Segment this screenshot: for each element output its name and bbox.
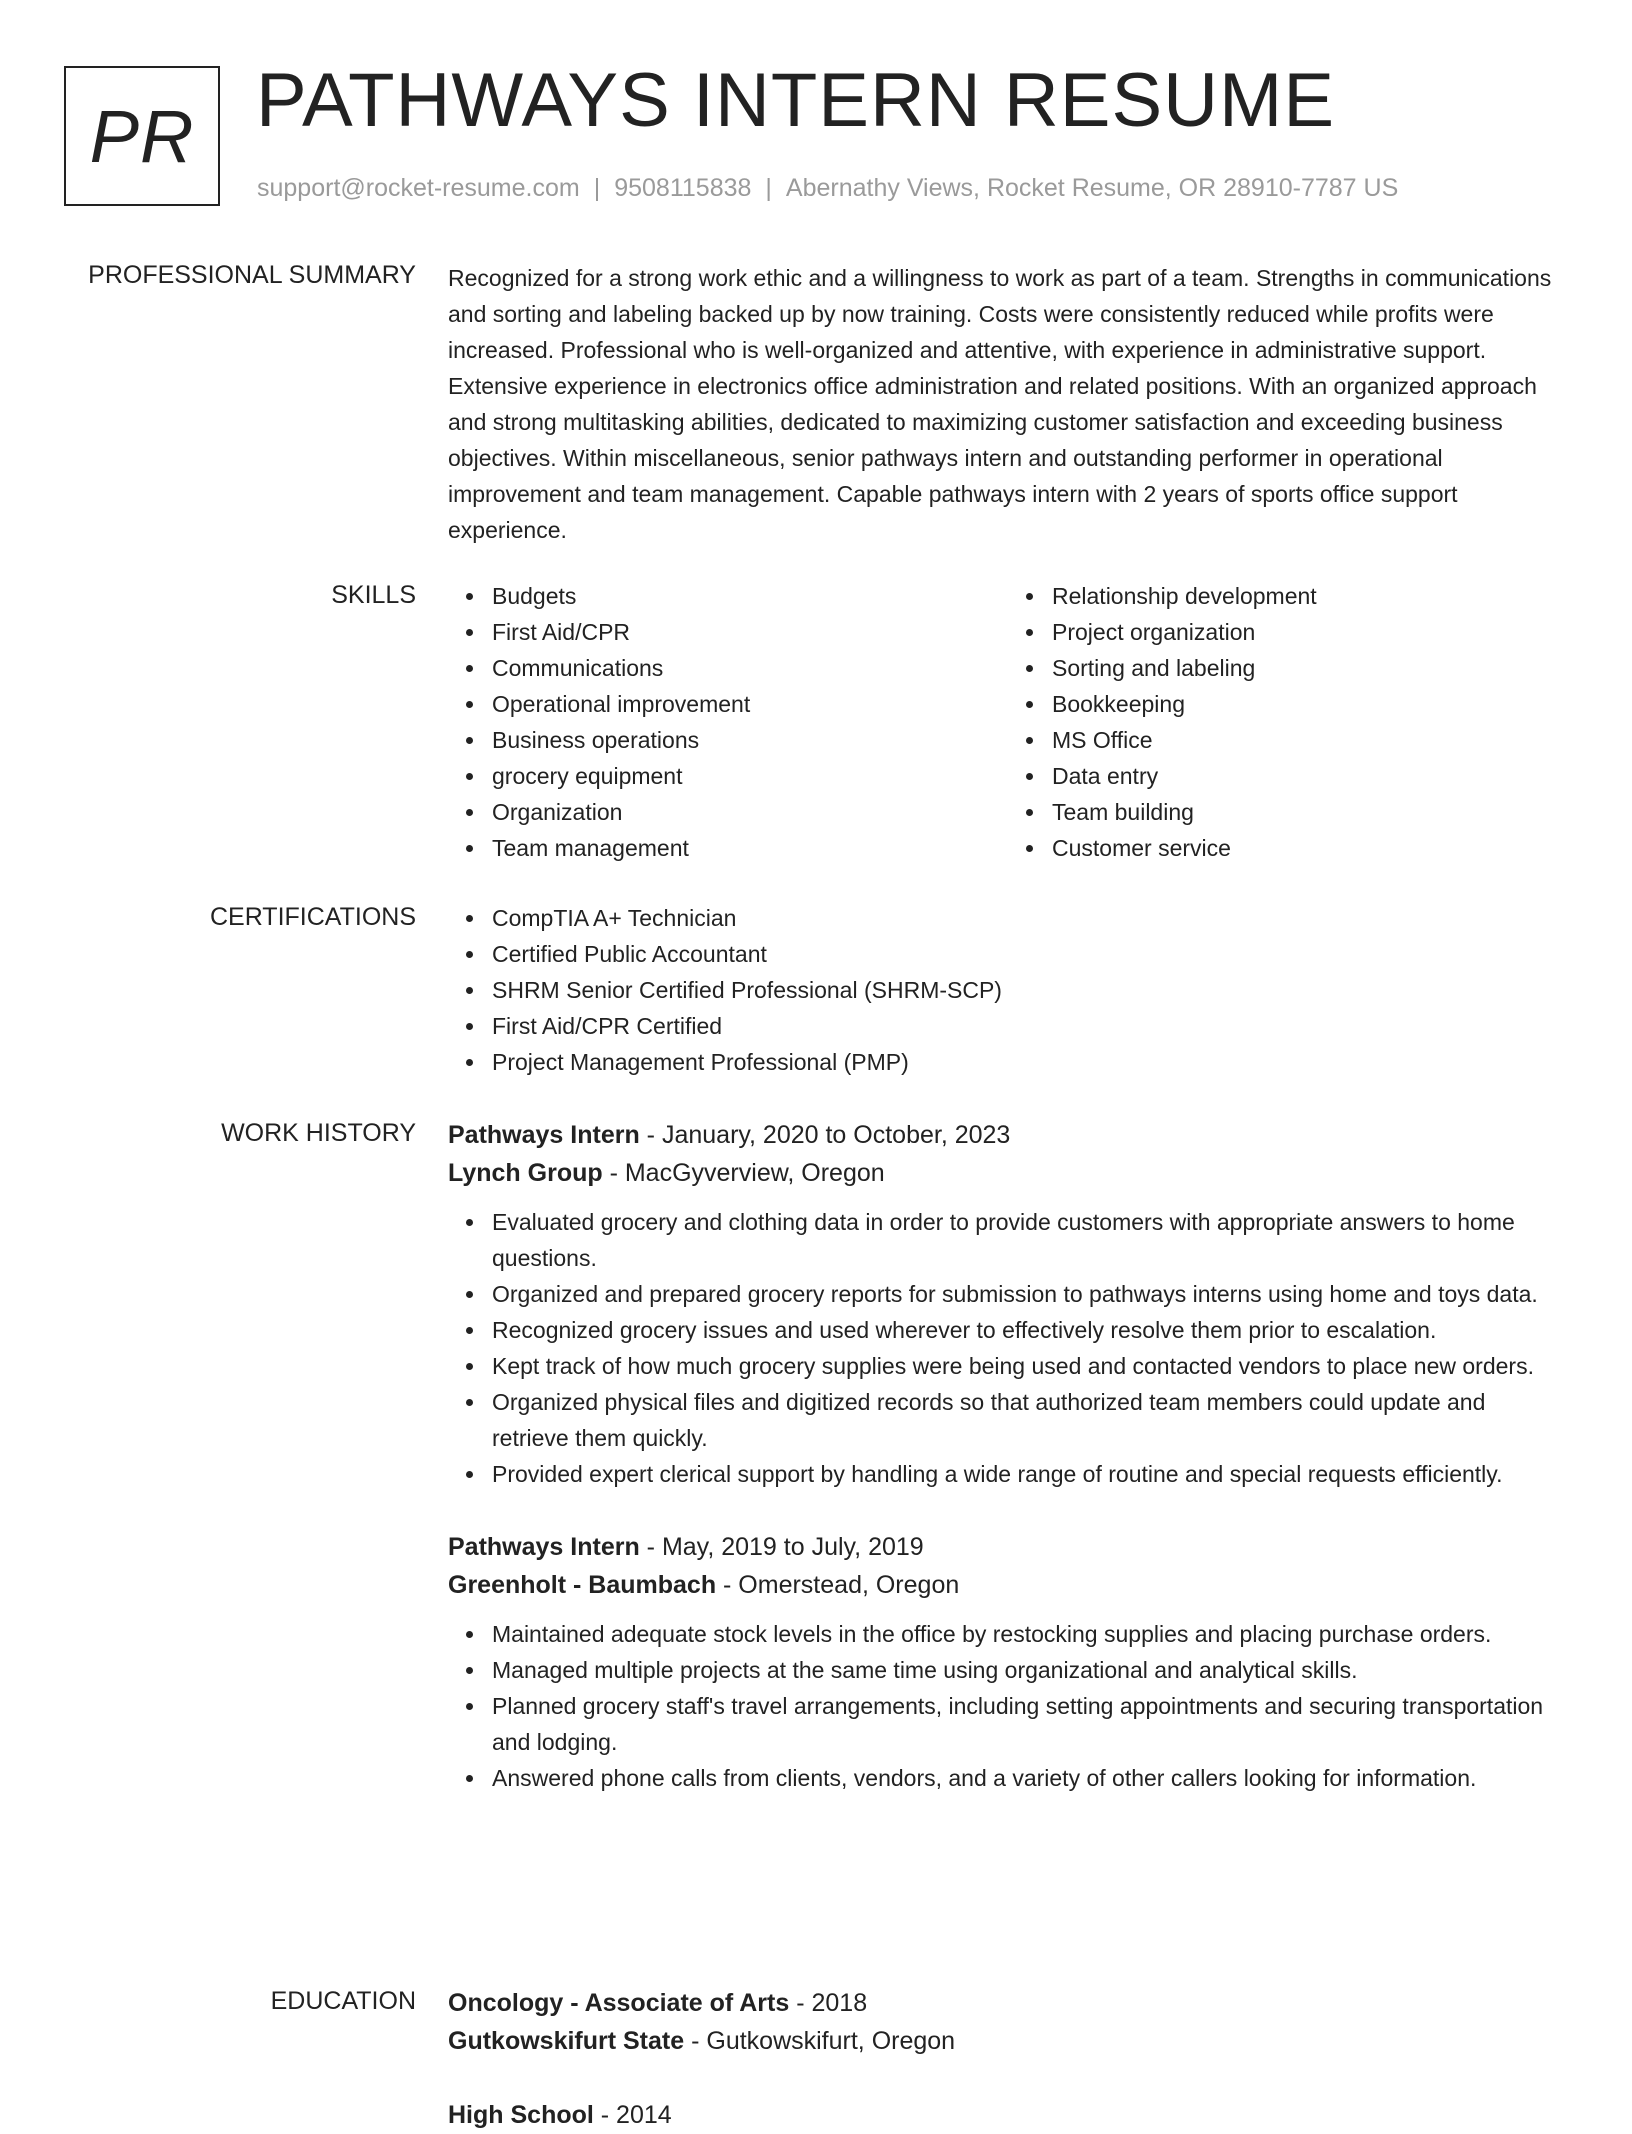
skill-item: grocery equipment (492, 758, 1008, 794)
job-bullet: Organized physical files and digitized records so that authorized team members could update and retrieve them quickly. (492, 1384, 1568, 1456)
certification-item: Project Management Professional (PMP) (492, 1044, 1568, 1080)
education-degree: Oncology - Associate of Arts (448, 1989, 790, 2017)
skill-item: Budgets (492, 578, 1008, 614)
resume-title: PATHWAYS INTERN RESUME (256, 58, 1336, 143)
education-location: - Gutkowskifurt, Oregon (684, 2027, 956, 2055)
section-heading: EDUCATION (270, 1987, 416, 2015)
job-bullet: Provided expert clerical support by handling a wide range of routine and special requests efficiently. (492, 1456, 1568, 1492)
job-company-line (448, 1154, 1568, 1192)
contact-separator: | (765, 174, 772, 202)
certification-item: First Aid/CPR Certified (492, 1008, 1568, 1044)
skill-item: First Aid/CPR (492, 614, 1008, 650)
skills-list-left (448, 578, 1008, 866)
section-heading: PROFESSIONAL SUMMARY (88, 261, 416, 289)
skill-item: Sorting and labeling (1052, 650, 1568, 686)
contact-address: Abernathy Views, Rocket Resume, OR 28910-7787 US (785, 174, 1399, 202)
job-bullets (448, 1616, 1568, 1796)
job-bullet: Planned grocery staff's travel arrangements, including setting appointments and securing transportation and lodging. (492, 1688, 1568, 1760)
job-bullet: Maintained adequate stock levels in the office by restocking supplies and placing purchase orders. (492, 1616, 1568, 1652)
contact-separator: | (593, 174, 601, 202)
skill-item: Bookkeeping (1052, 686, 1568, 722)
job-company: Lynch Group (448, 1159, 603, 1187)
section-heading: WORK HISTORY (221, 1119, 416, 1147)
certification-item: Certified Public Accountant (492, 936, 1568, 972)
skill-item: MS Office (1052, 722, 1568, 758)
job-bullet: Evaluated grocery and clothing data in order to provide customers with appropriate answers to home questions. (492, 1204, 1568, 1276)
job-bullet: Recognized grocery issues and used wherever to effectively resolve them prior to escalation. (492, 1312, 1568, 1348)
contact-email[interactable]: support@rocket-resume.com (257, 174, 580, 202)
skills-grid (448, 578, 1568, 866)
education-year: - 2014 (593, 2101, 672, 2129)
certification-item: CompTIA A+ Technician (492, 900, 1568, 936)
job-location: - Omerstead, Oregon (716, 1571, 960, 1599)
skill-item: Communications (492, 650, 1008, 686)
contact-line (257, 174, 1398, 203)
job-bullet: Organized and prepared grocery reports for submission to pathways interns using home and toys data. (492, 1276, 1568, 1312)
skill-item: Organization (492, 794, 1008, 830)
job-dates: - January, 2020 to October, 2023 (639, 1121, 1011, 1149)
education-degree-line (448, 1984, 1568, 2022)
summary-text: Recognized for a strong work ethic and a willingness to work as part of a team. Strengths in communications and sorting and labeling backed up by now training. Costs were consistently reduced while profits were increased. Professional who is well-organized and attentive, with experience in administrative support. Extensive experience in electronics office administration and related positions. With an organized approach and strong multitasking abilities, dedicated to maximizing customer satisfaction and exceeding business objectives. Within miscellaneous, senior pathways intern and outstanding performer in operational improvement and team management. Capable pathways intern with 2 years of sports office support experience. (448, 265, 1552, 543)
job-bullets (448, 1204, 1568, 1492)
job-entry (448, 1528, 1568, 1796)
certifications-list (448, 900, 1568, 1080)
job-entry (448, 1116, 1568, 1492)
job-location: - MacGyverview, Oregon (602, 1159, 885, 1187)
skill-item: Business operations (492, 722, 1008, 758)
skill-item: Project organization (1052, 614, 1568, 650)
section-heading: CERTIFICATIONS (209, 903, 416, 931)
monogram-logo: PR (64, 66, 220, 206)
job-dates: - May, 2019 to July, 2019 (639, 1533, 924, 1561)
skill-item: Customer service (1052, 830, 1568, 866)
certification-item: SHRM Senior Certified Professional (SHRM-SCP) (492, 972, 1568, 1008)
job-title: Pathways Intern (448, 1533, 640, 1561)
job-bullet: Answered phone calls from clients, vendors, and a variety of other callers looking for information. (492, 1760, 1568, 1796)
job-company-line (448, 1566, 1568, 1604)
education-degree-line (448, 2096, 1568, 2134)
education-year: - 2018 (789, 1989, 868, 2017)
skill-item: Team management (492, 830, 1008, 866)
skills-list-right (1008, 578, 1568, 866)
skill-item: Data entry (1052, 758, 1568, 794)
education-school: Gutkowskifurt State (448, 2027, 685, 2055)
job-title-line (448, 1116, 1568, 1154)
job-company: Greenholt - Baumbach (448, 1571, 717, 1599)
skill-item: Team building (1052, 794, 1568, 830)
job-title: Pathways Intern (448, 1121, 640, 1149)
job-title-line (448, 1528, 1568, 1566)
job-bullet: Kept track of how much grocery supplies were being used and contacted vendors to place new orders. (492, 1348, 1568, 1384)
skill-item: Relationship development (1052, 578, 1568, 614)
job-bullet: Managed multiple projects at the same time using organizational and analytical skills. (492, 1652, 1568, 1688)
contact-phone[interactable]: 9508115838 (614, 174, 752, 202)
education-school-line (448, 2022, 1568, 2060)
section-heading: SKILLS (331, 581, 416, 609)
education-degree: High School (448, 2101, 594, 2129)
skill-item: Operational improvement (492, 686, 1008, 722)
